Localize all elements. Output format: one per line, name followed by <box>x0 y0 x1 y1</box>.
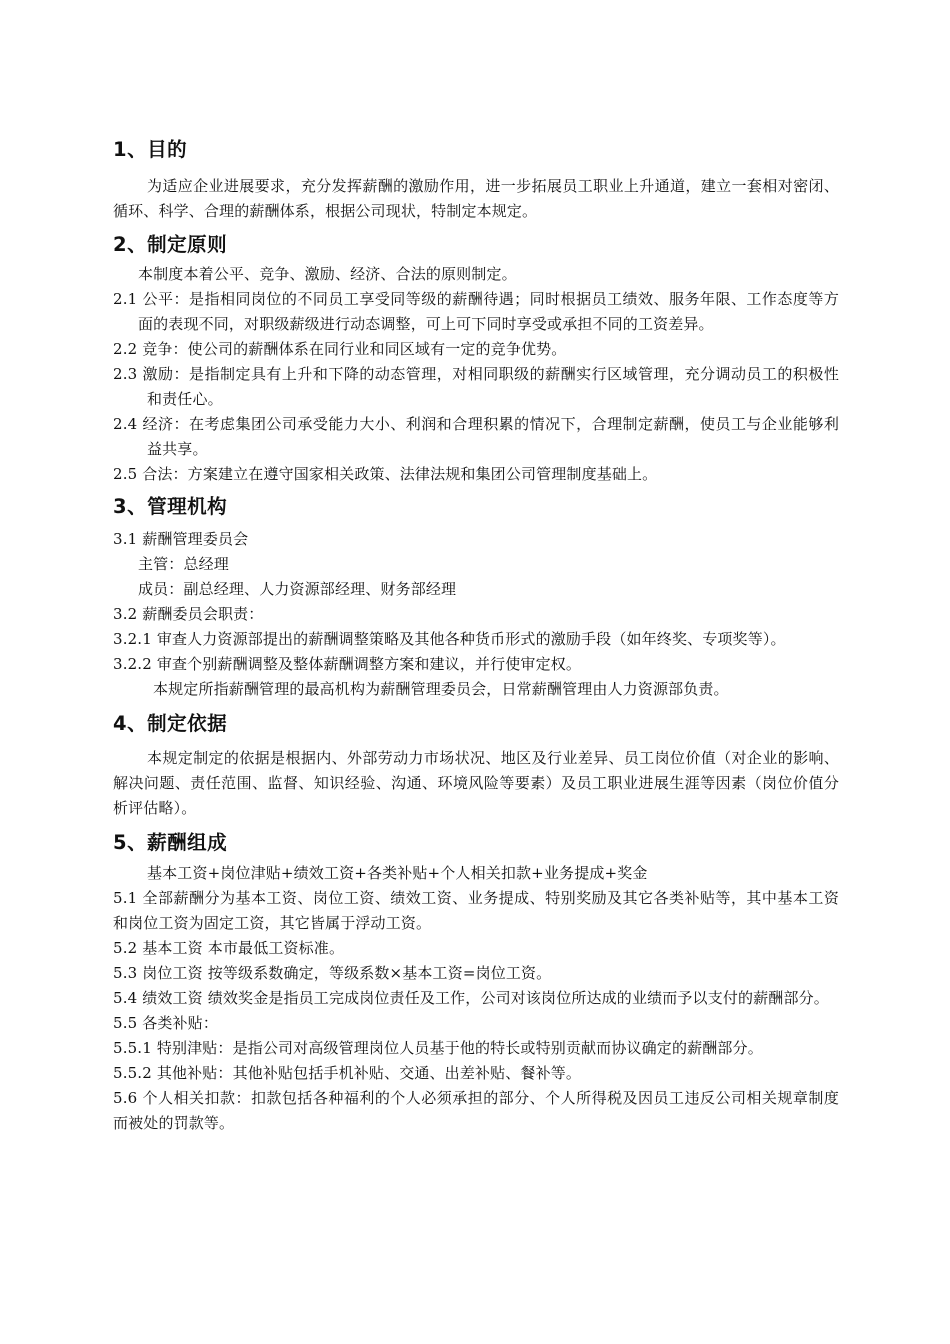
list-item: 5.5.2 其他补贴：其他补贴包括手机补贴、交通、出差补贴、餐补等。 <box>113 1064 582 1082</box>
section-heading: 5、薪酬组成 <box>113 831 228 854</box>
list-item: 5.6 个人相关扣款：扣款包括各种福利的个人必须承担的部分、个人所得税及因员工违反公司相关规章制度而被处的罚款等。 <box>113 1089 839 1132</box>
paragraph: 本规定所指薪酬管理的最高机构为薪酬管理委员会，日常薪酬管理由人力资源部负责。 <box>153 680 729 698</box>
list-item: 2.1 公平：是指相同岗位的不同员工享受同等级的薪酬待遇；同时根据员工绩效、服务年限、工作态度等方面的表现不同，对职级薪级进行动态调整，可上可下同时享受或承担不同的工资差异。 <box>113 290 839 333</box>
section-composition <box>113 829 839 1136</box>
paragraph: 本制度本着公平、竞争、激励、经济、合法的原则制定。 <box>138 265 517 283</box>
paragraph: 基本工资+岗位津贴+绩效工资+各类补贴+个人相关扣款+业务提成+奖金 <box>147 864 648 882</box>
paragraph: 为适应企业进展要求，充分发挥薪酬的激励作用，进一步拓展员工职业上升通道，建立一套相对密闭、循环、科学、合理的薪酬体系，根据公司现状，特制定本规定。 <box>113 177 839 220</box>
list-item: 2.4 经济：在考虑集团公司承受能力大小、利润和合理积累的情况下，合理制定薪酬，使员工与企业能够利益共享。 <box>113 415 839 458</box>
list-item: 成员：副总经理、人力资源部经理、财务部经理 <box>138 580 457 598</box>
section-basis <box>113 710 839 821</box>
list-item: 2.3 激励：是指制定具有上升和下降的动态管理，对相同职级的薪酬实行区域管理，充分调动员工的积极性和责任心。 <box>113 365 839 408</box>
list-item: 3.2 薪酬委员会职责： <box>113 605 264 623</box>
section-heading: 3、管理机构 <box>113 495 228 518</box>
list-item: 5.1 全部薪酬分为基本工资、岗位工资、绩效工资、业务提成、特别奖励及其它各类补贴等，其中基本工资和岗位工资为固定工资，其它皆属于浮动工资。 <box>113 889 839 932</box>
list-item: 主管：总经理 <box>138 555 229 573</box>
section-heading: 1、目的 <box>113 138 188 161</box>
list-item: 2.2 竞争：使公司的薪酬体系在同行业和同区域有一定的竞争优势。 <box>113 340 567 358</box>
list-item: 5.3 岗位工资 按等级系数确定，等级系数×基本工资=岗位工资。 <box>113 964 552 982</box>
document-page <box>113 136 839 1136</box>
list-item: 5.5 各类补贴： <box>113 1014 218 1032</box>
section-principles <box>113 231 839 487</box>
section-heading: 4、制定依据 <box>113 712 228 735</box>
list-item: 2.5 合法：方案建立在遵守国家相关政策、法律法规和集团公司管理制度基础上。 <box>113 465 658 483</box>
list-item: 5.5.1 特别津贴：是指公司对高级管理岗位人员基于他的特长或特别贡献而协议确定的薪酬部分。 <box>113 1039 763 1057</box>
section-heading: 2、制定原则 <box>113 233 228 256</box>
section-purpose <box>113 136 839 224</box>
list-item: 5.2 基本工资 本市最低工资标准。 <box>113 939 345 957</box>
list-item: 5.4 绩效工资 绩效奖金是指员工完成岗位责任及工作，公司对该岗位所达成的业绩而予以支付的薪酬部分。 <box>113 989 829 1007</box>
list-item: 3.1 薪酬管理委员会 <box>113 530 249 548</box>
section-management <box>113 493 839 702</box>
list-item: 3.2.2 审查个别薪酬调整及整体薪酬调整方案和建议，并行使审定权。 <box>113 655 582 673</box>
paragraph: 本规定制定的依据是根据内、外部劳动力市场状况、地区及行业差异、员工岗位价值（对企业的影响、解决问题、责任范围、监督、知识经验、沟通、环境风险等要素）及员工职业进展生涯等因素（岗位价值分析评估略）。 <box>113 749 839 817</box>
list-item: 3.2.1 审查人力资源部提出的薪酬调整策略及其他各种货币形式的激励手段（如年终奖、专项奖等）。 <box>113 630 786 648</box>
